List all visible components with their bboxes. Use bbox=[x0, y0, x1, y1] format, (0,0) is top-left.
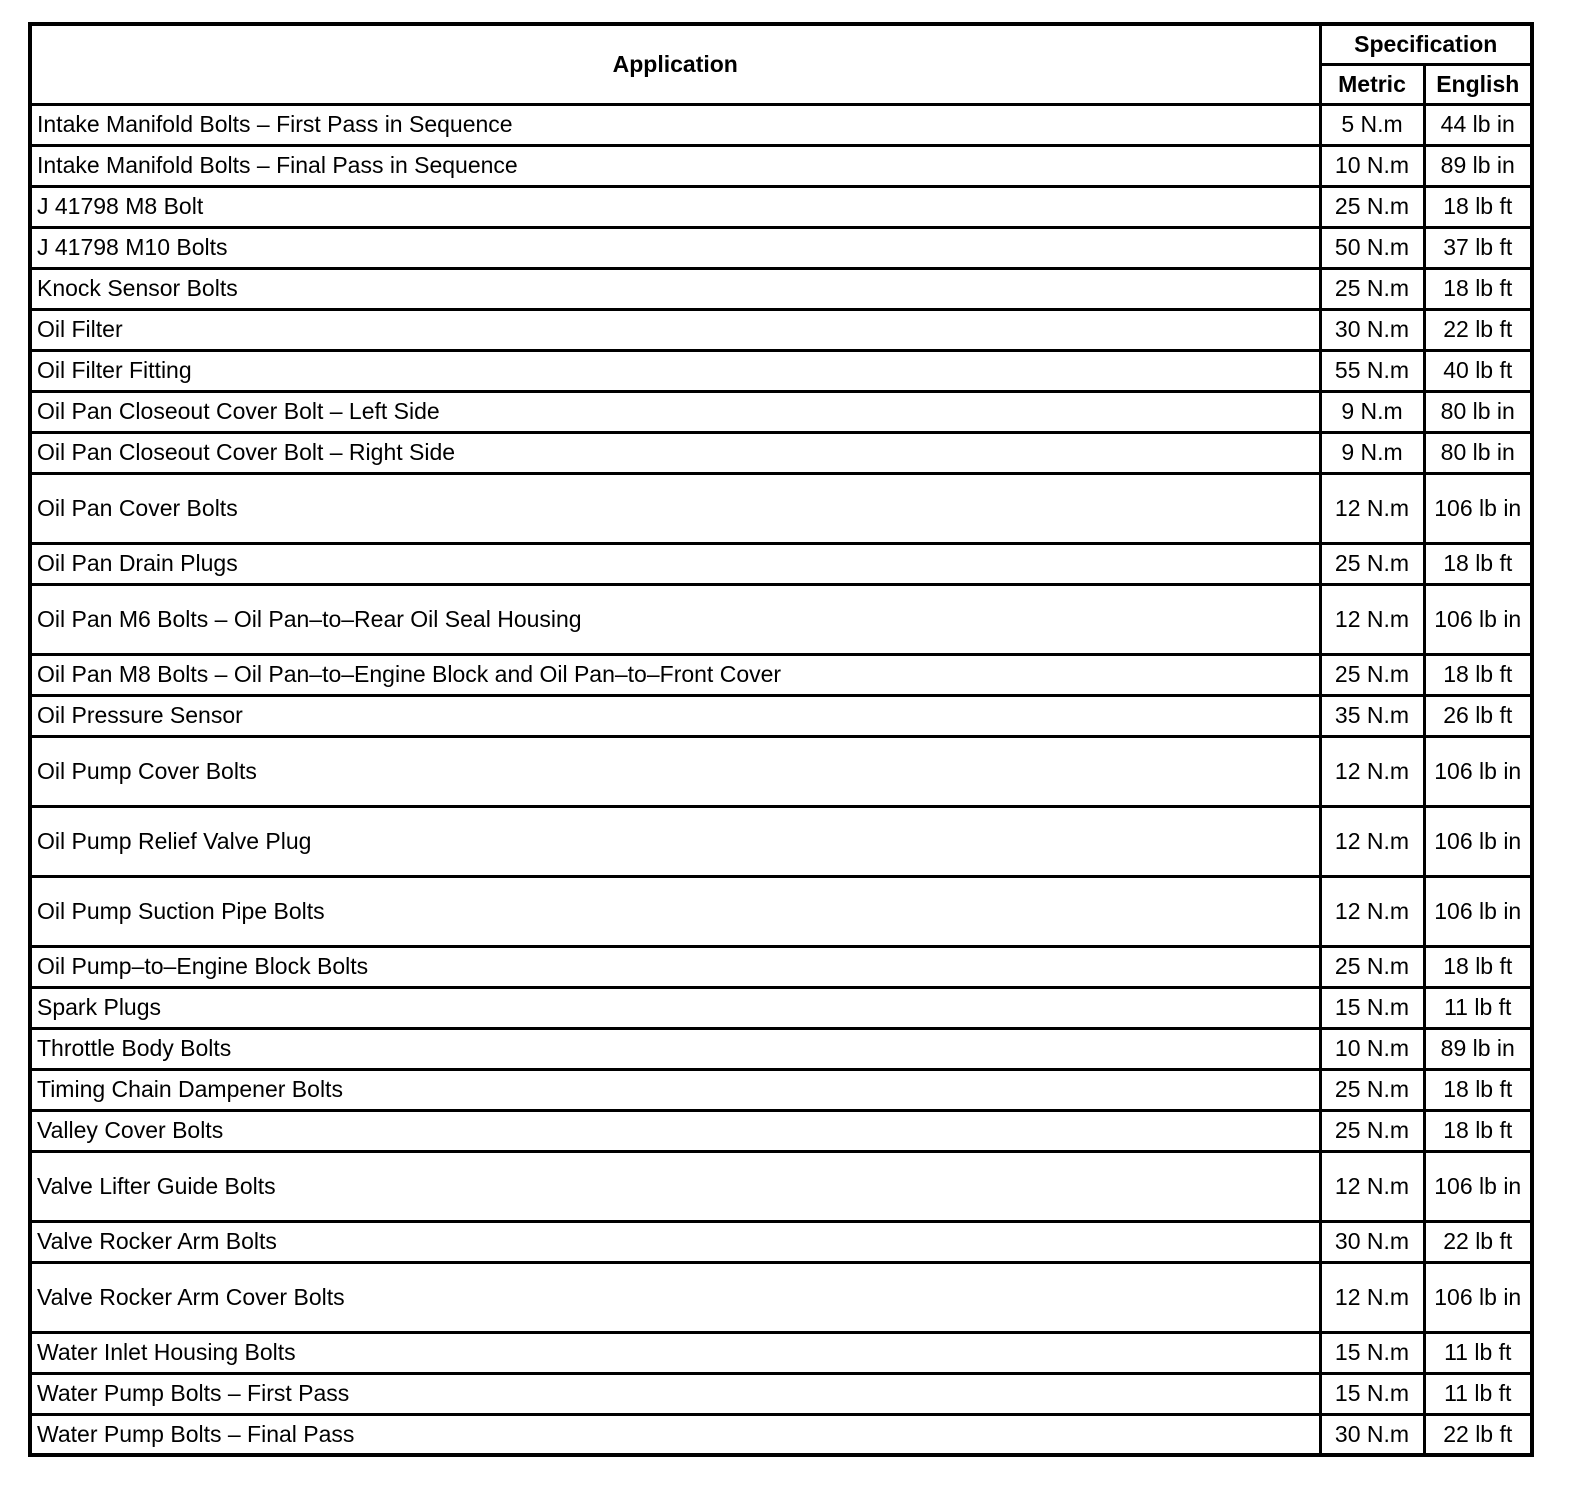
metric-cell: 10 N.m bbox=[1320, 1028, 1424, 1069]
metric-cell: 15 N.m bbox=[1320, 987, 1424, 1028]
table-row bbox=[30, 104, 1532, 145]
english-cell: 22 lb ft bbox=[1424, 1221, 1532, 1262]
header-row-top bbox=[30, 24, 1532, 64]
application-cell: J 41798 M10 Bolts bbox=[30, 227, 1320, 268]
table-row bbox=[30, 1262, 1532, 1332]
english-cell: 37 lb ft bbox=[1424, 227, 1532, 268]
application-cell: Water Pump Bolts – Final Pass bbox=[30, 1414, 1320, 1455]
table-row bbox=[30, 946, 1532, 987]
english-cell: 26 lb ft bbox=[1424, 695, 1532, 736]
table-body bbox=[30, 104, 1532, 1455]
table-row bbox=[30, 473, 1532, 543]
english-cell: 80 lb in bbox=[1424, 391, 1532, 432]
english-cell: 106 lb in bbox=[1424, 473, 1532, 543]
table-row bbox=[30, 876, 1532, 946]
metric-cell: 12 N.m bbox=[1320, 1151, 1424, 1221]
application-cell: Oil Pan Closeout Cover Bolt – Right Side bbox=[30, 432, 1320, 473]
application-cell: Oil Filter bbox=[30, 309, 1320, 350]
english-cell: 18 lb ft bbox=[1424, 543, 1532, 584]
table-header bbox=[30, 24, 1532, 104]
english-cell: 89 lb in bbox=[1424, 1028, 1532, 1069]
table-row bbox=[30, 186, 1532, 227]
metric-cell: 15 N.m bbox=[1320, 1373, 1424, 1414]
application-cell: Oil Pump Cover Bolts bbox=[30, 736, 1320, 806]
table-row bbox=[30, 309, 1532, 350]
table-row bbox=[30, 391, 1532, 432]
metric-cell: 12 N.m bbox=[1320, 1262, 1424, 1332]
english-cell: 18 lb ft bbox=[1424, 654, 1532, 695]
application-cell: J 41798 M8 Bolt bbox=[30, 186, 1320, 227]
table-row bbox=[30, 1221, 1532, 1262]
application-cell: Oil Pump Suction Pipe Bolts bbox=[30, 876, 1320, 946]
table-row bbox=[30, 1332, 1532, 1373]
specification-header: Specification bbox=[1320, 24, 1532, 64]
english-cell: 18 lb ft bbox=[1424, 1110, 1532, 1151]
english-cell: 106 lb in bbox=[1424, 1151, 1532, 1221]
application-cell: Water Inlet Housing Bolts bbox=[30, 1332, 1320, 1373]
metric-header: Metric bbox=[1320, 64, 1424, 104]
application-cell: Valve Rocker Arm Bolts bbox=[30, 1221, 1320, 1262]
application-cell: Oil Filter Fitting bbox=[30, 350, 1320, 391]
metric-cell: 12 N.m bbox=[1320, 876, 1424, 946]
english-cell: 106 lb in bbox=[1424, 806, 1532, 876]
application-cell: Oil Pump–to–Engine Block Bolts bbox=[30, 946, 1320, 987]
metric-cell: 25 N.m bbox=[1320, 186, 1424, 227]
english-cell: 89 lb in bbox=[1424, 145, 1532, 186]
metric-cell: 12 N.m bbox=[1320, 806, 1424, 876]
application-cell: Water Pump Bolts – First Pass bbox=[30, 1373, 1320, 1414]
metric-cell: 25 N.m bbox=[1320, 1069, 1424, 1110]
metric-cell: 25 N.m bbox=[1320, 543, 1424, 584]
application-cell: Intake Manifold Bolts – First Pass in Sequence bbox=[30, 104, 1320, 145]
table-row bbox=[30, 806, 1532, 876]
metric-cell: 15 N.m bbox=[1320, 1332, 1424, 1373]
application-cell: Valve Rocker Arm Cover Bolts bbox=[30, 1262, 1320, 1332]
english-header: English bbox=[1424, 64, 1532, 104]
metric-cell: 35 N.m bbox=[1320, 695, 1424, 736]
torque-specification-table bbox=[28, 22, 1534, 1457]
application-cell: Oil Pan M6 Bolts – Oil Pan–to–Rear Oil Seal Housing bbox=[30, 584, 1320, 654]
application-cell: Oil Pan Closeout Cover Bolt – Left Side bbox=[30, 391, 1320, 432]
english-cell: 44 lb in bbox=[1424, 104, 1532, 145]
table-row bbox=[30, 145, 1532, 186]
table-row bbox=[30, 987, 1532, 1028]
table-row bbox=[30, 543, 1532, 584]
english-cell: 22 lb ft bbox=[1424, 309, 1532, 350]
table-row bbox=[30, 1110, 1532, 1151]
english-cell: 11 lb ft bbox=[1424, 1332, 1532, 1373]
table-row bbox=[30, 736, 1532, 806]
metric-cell: 5 N.m bbox=[1320, 104, 1424, 145]
application-cell: Valve Lifter Guide Bolts bbox=[30, 1151, 1320, 1221]
application-cell: Oil Pump Relief Valve Plug bbox=[30, 806, 1320, 876]
english-cell: 106 lb in bbox=[1424, 584, 1532, 654]
metric-cell: 50 N.m bbox=[1320, 227, 1424, 268]
table-row bbox=[30, 1069, 1532, 1110]
application-cell: Timing Chain Dampener Bolts bbox=[30, 1069, 1320, 1110]
table-row bbox=[30, 1028, 1532, 1069]
table-row bbox=[30, 695, 1532, 736]
application-cell: Oil Pan Cover Bolts bbox=[30, 473, 1320, 543]
table-row bbox=[30, 654, 1532, 695]
english-cell: 18 lb ft bbox=[1424, 946, 1532, 987]
application-cell: Oil Pan Drain Plugs bbox=[30, 543, 1320, 584]
application-cell: Oil Pan M8 Bolts – Oil Pan–to–Engine Block and Oil Pan–to–Front Cover bbox=[30, 654, 1320, 695]
english-cell: 11 lb ft bbox=[1424, 1373, 1532, 1414]
application-cell: Intake Manifold Bolts – Final Pass in Sequence bbox=[30, 145, 1320, 186]
application-cell: Throttle Body Bolts bbox=[30, 1028, 1320, 1069]
table-row bbox=[30, 432, 1532, 473]
english-cell: 18 lb ft bbox=[1424, 186, 1532, 227]
english-cell: 18 lb ft bbox=[1424, 1069, 1532, 1110]
application-cell: Spark Plugs bbox=[30, 987, 1320, 1028]
table-row bbox=[30, 350, 1532, 391]
table-row bbox=[30, 227, 1532, 268]
metric-cell: 9 N.m bbox=[1320, 432, 1424, 473]
application-cell: Valley Cover Bolts bbox=[30, 1110, 1320, 1151]
application-cell: Knock Sensor Bolts bbox=[30, 268, 1320, 309]
metric-cell: 12 N.m bbox=[1320, 473, 1424, 543]
metric-cell: 12 N.m bbox=[1320, 736, 1424, 806]
metric-cell: 12 N.m bbox=[1320, 584, 1424, 654]
metric-cell: 25 N.m bbox=[1320, 268, 1424, 309]
application-header: Application bbox=[30, 24, 1320, 104]
english-cell: 106 lb in bbox=[1424, 1262, 1532, 1332]
english-cell: 22 lb ft bbox=[1424, 1414, 1532, 1455]
metric-cell: 9 N.m bbox=[1320, 391, 1424, 432]
metric-cell: 25 N.m bbox=[1320, 946, 1424, 987]
metric-cell: 55 N.m bbox=[1320, 350, 1424, 391]
metric-cell: 10 N.m bbox=[1320, 145, 1424, 186]
english-cell: 11 lb ft bbox=[1424, 987, 1532, 1028]
table-row bbox=[30, 268, 1532, 309]
table-row bbox=[30, 1373, 1532, 1414]
metric-cell: 30 N.m bbox=[1320, 1221, 1424, 1262]
english-cell: 18 lb ft bbox=[1424, 268, 1532, 309]
table-row bbox=[30, 1151, 1532, 1221]
metric-cell: 25 N.m bbox=[1320, 654, 1424, 695]
metric-cell: 25 N.m bbox=[1320, 1110, 1424, 1151]
metric-cell: 30 N.m bbox=[1320, 309, 1424, 350]
english-cell: 80 lb in bbox=[1424, 432, 1532, 473]
table-row bbox=[30, 584, 1532, 654]
english-cell: 106 lb in bbox=[1424, 876, 1532, 946]
table-row bbox=[30, 1414, 1532, 1455]
metric-cell: 30 N.m bbox=[1320, 1414, 1424, 1455]
application-cell: Oil Pressure Sensor bbox=[30, 695, 1320, 736]
english-cell: 106 lb in bbox=[1424, 736, 1532, 806]
english-cell: 40 lb ft bbox=[1424, 350, 1532, 391]
